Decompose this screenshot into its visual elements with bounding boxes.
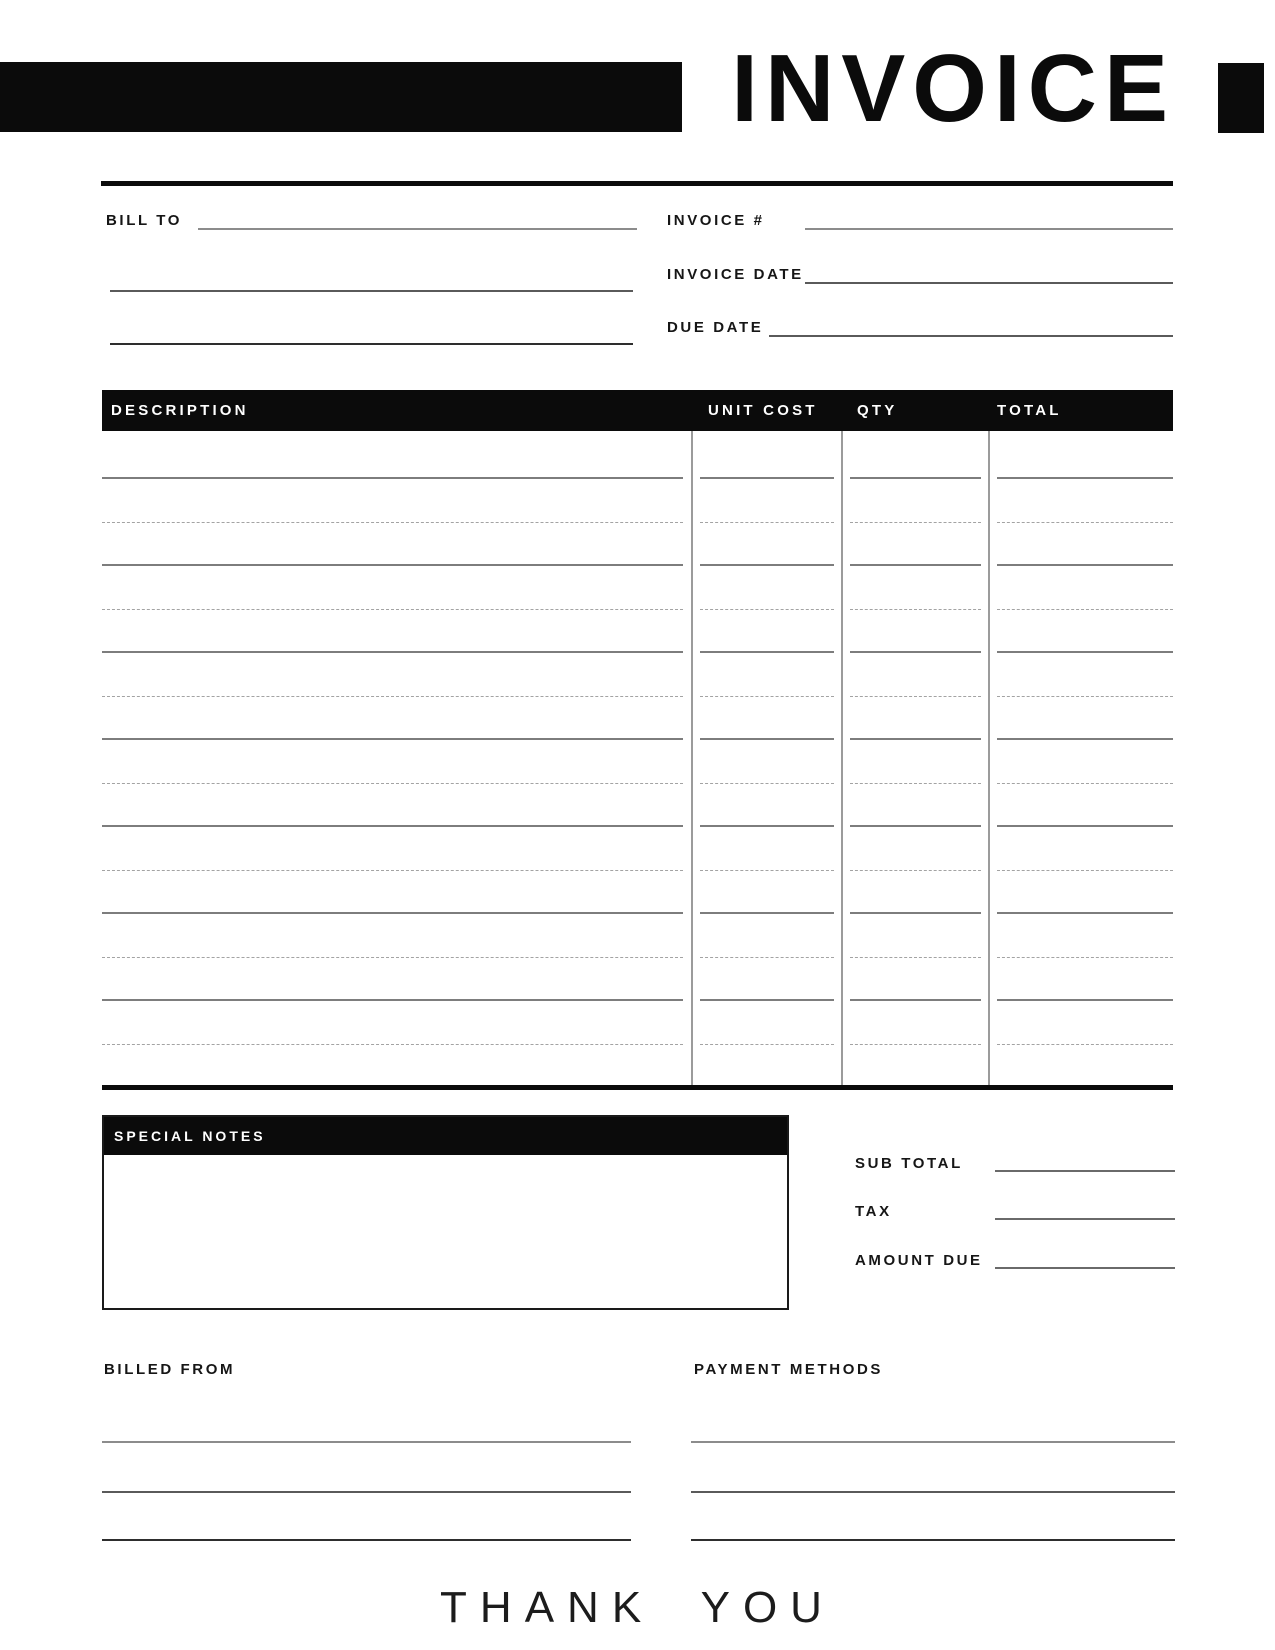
invoice-number-input-line[interactable] xyxy=(805,228,1173,230)
payment-methods-input-line-3[interactable] xyxy=(691,1539,1175,1541)
table-cell[interactable] xyxy=(841,1001,988,1045)
invoice-date-row xyxy=(667,266,1173,284)
table-cell[interactable] xyxy=(691,958,841,1002)
payment-methods-input-line-1[interactable] xyxy=(691,1441,1175,1443)
table-cell[interactable] xyxy=(691,784,841,828)
table-cell[interactable] xyxy=(102,697,691,741)
column-header-qty: QTY xyxy=(857,402,898,419)
table-cell-input-line[interactable] xyxy=(102,1044,683,1045)
table-cell[interactable] xyxy=(691,431,841,479)
column-divider-3 xyxy=(988,431,990,1085)
table-row xyxy=(102,958,1173,1002)
column-header-unit-cost: UNIT COST xyxy=(708,402,818,419)
table-cell[interactable] xyxy=(988,958,1173,1002)
column-divider-2 xyxy=(841,431,843,1085)
table-cell[interactable] xyxy=(841,871,988,915)
invoice-date-label: INVOICE DATE xyxy=(667,266,804,283)
table-row xyxy=(102,479,1173,523)
table-cell[interactable] xyxy=(988,523,1173,567)
table-body-rows xyxy=(102,431,1173,1045)
table-cell[interactable] xyxy=(691,566,841,610)
bill-to-input-line-2[interactable] xyxy=(110,290,633,292)
table-cell[interactable] xyxy=(841,697,988,741)
table-cell[interactable] xyxy=(841,566,988,610)
table-cell[interactable] xyxy=(988,740,1173,784)
table-cell[interactable] xyxy=(691,610,841,654)
table-body xyxy=(102,431,1173,1090)
bill-to-input-line[interactable] xyxy=(198,228,637,230)
table-cell[interactable] xyxy=(841,479,988,523)
due-date-row xyxy=(667,319,1173,337)
table-cell[interactable] xyxy=(988,566,1173,610)
table-cell[interactable] xyxy=(841,784,988,828)
table-cell[interactable] xyxy=(988,914,1173,958)
payment-methods-label: PAYMENT METHODS xyxy=(694,1361,884,1378)
column-header-total: TOTAL xyxy=(997,402,1062,419)
billed-from-label: BILLED FROM xyxy=(104,1361,236,1378)
special-notes-box xyxy=(102,1115,789,1310)
table-cell[interactable] xyxy=(102,827,691,871)
table-cell[interactable] xyxy=(841,431,988,479)
special-notes-header xyxy=(104,1117,787,1155)
due-date-label: DUE DATE xyxy=(667,319,764,336)
page-title: INVOICE xyxy=(731,35,1175,142)
header-black-square xyxy=(1218,63,1264,133)
table-cell[interactable] xyxy=(102,914,691,958)
table-cell[interactable] xyxy=(102,653,691,697)
invoice-number-row xyxy=(667,212,1173,230)
billed-from-input-line-2[interactable] xyxy=(102,1491,631,1493)
bill-to-row xyxy=(106,212,637,230)
subtotal-input-line[interactable] xyxy=(995,1170,1175,1172)
table-cell[interactable] xyxy=(102,784,691,828)
table-cell[interactable] xyxy=(691,479,841,523)
table-cell[interactable] xyxy=(988,827,1173,871)
table-cell[interactable] xyxy=(841,610,988,654)
tax-row xyxy=(855,1196,1175,1220)
table-row xyxy=(102,566,1173,610)
table-row xyxy=(102,1001,1173,1045)
table-cell[interactable] xyxy=(841,958,988,1002)
table-header xyxy=(102,390,1173,431)
table-cell-input-line[interactable] xyxy=(850,1044,981,1045)
column-divider-1 xyxy=(691,431,693,1085)
table-cell[interactable] xyxy=(988,784,1173,828)
table-cell[interactable] xyxy=(691,1001,841,1045)
tax-label: TAX xyxy=(855,1203,892,1220)
table-cell[interactable] xyxy=(691,740,841,784)
table-row xyxy=(102,871,1173,915)
table-cell[interactable] xyxy=(691,523,841,567)
invoice-date-input-line[interactable] xyxy=(805,282,1173,284)
table-cell[interactable] xyxy=(102,740,691,784)
column-header-description: DESCRIPTION xyxy=(111,402,249,419)
table-cell[interactable] xyxy=(102,523,691,567)
table-row xyxy=(102,431,1173,479)
table-cell[interactable] xyxy=(988,479,1173,523)
subtotal-label: SUB TOTAL xyxy=(855,1155,963,1172)
amount-due-input-line[interactable] xyxy=(995,1267,1175,1269)
table-row xyxy=(102,523,1173,567)
table-cell[interactable] xyxy=(102,566,691,610)
table-cell[interactable] xyxy=(988,871,1173,915)
bill-to-input-line-3[interactable] xyxy=(110,343,633,345)
table-cell[interactable] xyxy=(102,871,691,915)
table-cell-input-line[interactable] xyxy=(700,1044,834,1045)
billed-from-input-line-3[interactable] xyxy=(102,1539,631,1541)
special-notes-label: SPECIAL NOTES xyxy=(114,1128,266,1144)
table-cell[interactable] xyxy=(691,914,841,958)
invoice-number-label: INVOICE # xyxy=(667,212,765,229)
header-rule xyxy=(101,181,1173,186)
table-row xyxy=(102,697,1173,741)
table-cell[interactable] xyxy=(691,871,841,915)
table-cell[interactable] xyxy=(102,1001,691,1045)
thank-you-text: THANK YOU xyxy=(440,1583,835,1632)
table-cell[interactable] xyxy=(102,958,691,1002)
table-row xyxy=(102,914,1173,958)
table-cell[interactable] xyxy=(841,914,988,958)
table-row xyxy=(102,653,1173,697)
table-row xyxy=(102,610,1173,654)
special-notes-input-area[interactable] xyxy=(104,1155,787,1308)
table-cell[interactable] xyxy=(988,653,1173,697)
table-row xyxy=(102,827,1173,871)
due-date-input-line[interactable] xyxy=(769,335,1173,337)
table-cell[interactable] xyxy=(691,827,841,871)
bill-to-label: BILL TO xyxy=(106,212,182,229)
table-cell[interactable] xyxy=(691,653,841,697)
header-black-bar xyxy=(0,62,682,132)
subtotal-row xyxy=(855,1148,1175,1172)
table-row xyxy=(102,784,1173,828)
table-cell[interactable] xyxy=(841,827,988,871)
table-cell[interactable] xyxy=(102,610,691,654)
table-cell[interactable] xyxy=(841,523,988,567)
table-cell[interactable] xyxy=(988,431,1173,479)
table-cell-input-line[interactable] xyxy=(997,1044,1173,1045)
table-cell[interactable] xyxy=(988,697,1173,741)
billed-from-input-line-1[interactable] xyxy=(102,1441,631,1443)
table-cell[interactable] xyxy=(988,610,1173,654)
table-cell[interactable] xyxy=(102,431,691,479)
table-cell[interactable] xyxy=(691,697,841,741)
payment-methods-input-line-2[interactable] xyxy=(691,1491,1175,1493)
table-cell[interactable] xyxy=(102,479,691,523)
table-cell[interactable] xyxy=(841,653,988,697)
tax-input-line[interactable] xyxy=(995,1218,1175,1220)
table-cell[interactable] xyxy=(988,1001,1173,1045)
amount-due-label: AMOUNT DUE xyxy=(855,1252,983,1269)
table-cell[interactable] xyxy=(841,740,988,784)
table-row xyxy=(102,740,1173,784)
amount-due-row xyxy=(855,1245,1175,1269)
